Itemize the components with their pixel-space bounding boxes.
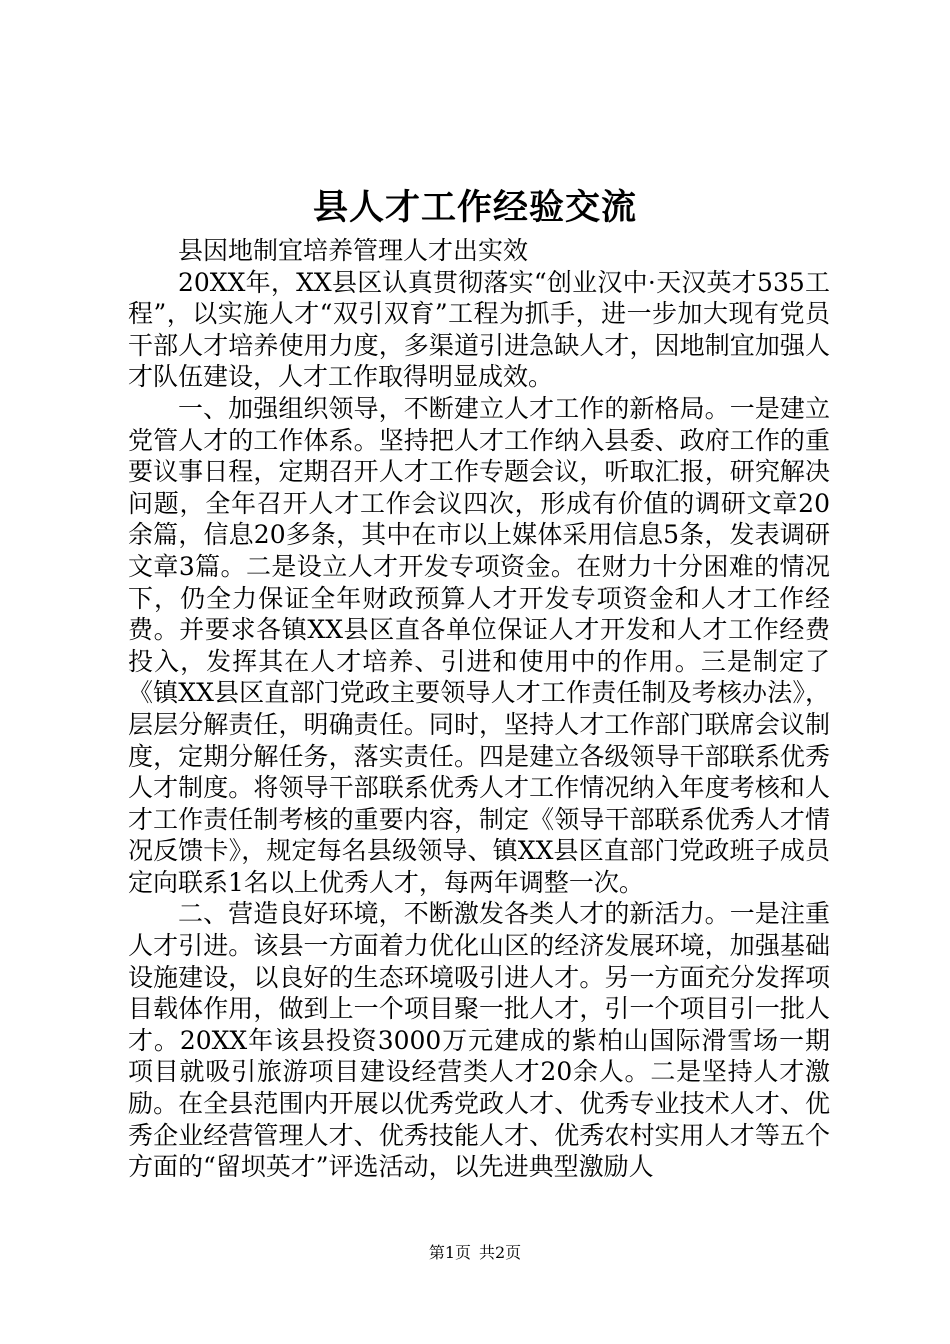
page-footer (0, 1242, 950, 1264)
page-total: 共2页 (479, 1243, 522, 1262)
page-number: 第1页 (428, 1243, 471, 1262)
paragraph-section-one: 一、加强组织领导，不断建立人才工作的新格局。一是建立党管人才的工作体系。坚持把人才工作纳入县委、政府工作的重要议事日程，定期召开人才工作专题会议，听取汇报，研究解决问题，全年召开人才工作会议四次，形成有价值的调研文章20余篇，信息20多条，其中在市以上媒体采用信息5条，发表调研文章3篇。二是设立人才开发专项资金。在财力十分困难的情况下，仍全力保证全年财政预算人才开发专项资金和人才工作经费。并要求各镇XX县区直各单位保证人才开发和人才工作经费投入，发挥其在人才培养、引进和使用中的作用。三是制定了《镇XX县区直部门党政主要领导人才工作责任制及考核办法》，层层分解责任，明确责任。同时，坚持人才工作部门联席会议制度，定期分解任务，落实责任。四是建立各级领导干部联系优秀人才制度。将领导干部联系优秀人才工作情况纳入年度考核和人才工作责任制考核的重要内容，制定《领导干部联系优秀人才情况反馈卡》，规定每名县级领导、镇XX县区直部门党政班子成员定向联系1名以上优秀人才，每两年调整一次。 (128, 393, 830, 897)
paragraph-section-two: 二、营造良好环境，不断激发各类人才的新活力。一是注重人才引进。该县一方面着力优化山区的经济发展环境，加强基础设施建设，以良好的生态环境吸引进人才。另一方面充分发挥项目载体作用，做到上一个项目聚一批人才，引一个项目引一批人才。20XX年该县投资3000万元建成的紫柏山国际滑雪场一期项目就吸引旅游项目建设经营类人才20余人。二是坚持人才激励。在全县范围内开展以优秀党政人才、优秀专业技术人才、优秀企业经营管理人才、优秀技能人才、优秀农村实用人才等五个方面的“留坝英才”评选活动，以先进典型激励人 (128, 899, 830, 1182)
document-title: 县人才工作经验交流 (312, 187, 637, 228)
document-body (128, 235, 830, 1183)
paragraph-intro: 20XX年，XX县区认真贯彻落实“创业汉中·天汉英才535工程”，以实施人才“双引双育”工程为抓手，进一步加大现有党员干部人才培养使用力度，多渠道引进急缺人才，因地制宜加强人才队伍建设，人才工作取得明显成效。 (128, 267, 830, 392)
document-subtitle: 县因地制宜培养管理人才出实效 (178, 236, 529, 265)
